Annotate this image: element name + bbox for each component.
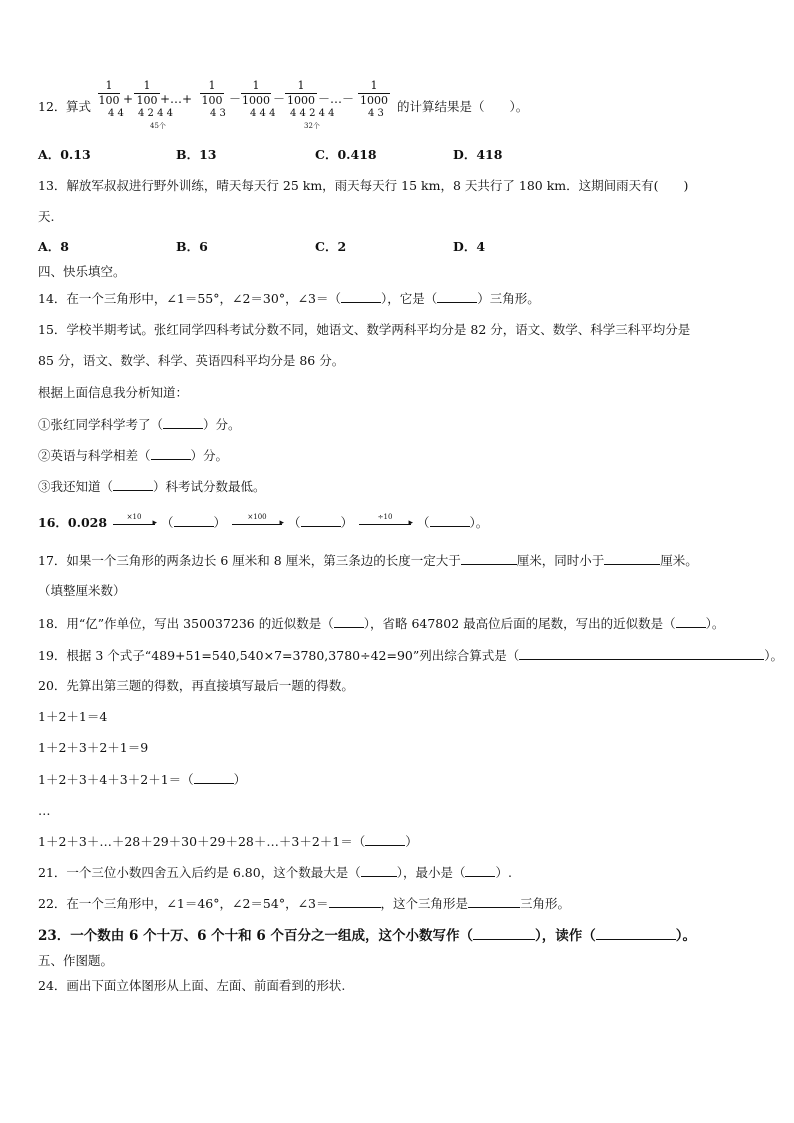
q20-blank-1[interactable] xyxy=(194,770,234,784)
q12-tail: 的计算结果是（ ）。 xyxy=(397,99,529,114)
q20-expr-4: 1＋2＋3＋…＋28＋29＋30＋29＋28＋…＋3＋2＋1＝（ ） xyxy=(38,834,418,849)
q12-label: 算式 xyxy=(66,99,92,114)
q23-blank-2[interactable] xyxy=(596,926,676,940)
q15-prompt: 根据上面信息我分析知道： xyxy=(38,385,189,400)
q14-blank-2[interactable] xyxy=(437,289,477,303)
q14-line: 14．在一个三角形中，∠1＝55°，∠2＝30°，∠3＝（ ），它是（ ）三角形。 xyxy=(38,291,540,306)
q16-arrow-2: ×100 ▸ xyxy=(232,522,282,525)
q20-expr-3: 1＋2＋3＋4＋3＋2＋1＝（ ） xyxy=(38,772,247,787)
q22-blank-2[interactable] xyxy=(468,894,520,908)
q24-text: 24．画出下面立体图形从上面、左面、前面看到的形状. xyxy=(38,978,346,993)
q17-blank-2[interactable] xyxy=(604,551,660,565)
q12-fraction-1: 1 100 xyxy=(98,79,120,107)
q20-expr-1: 1＋2＋1＝4 xyxy=(38,709,108,724)
q23-line: 23．一个数由 6 个十万、6 个十和 6 个百分之一组成，这个小数写作（ ），读作（ ）。 xyxy=(38,928,696,944)
q23-blank-1[interactable] xyxy=(473,926,535,940)
q22-blank-1[interactable] xyxy=(329,894,381,908)
q12-option-b[interactable]: B．13 xyxy=(176,147,217,162)
q21-line: 21．一个三位小数四舍五入后约是 6.80，这个数最大是（ ），最小是（ ）. xyxy=(38,865,512,880)
q13-option-d[interactable]: D．4 xyxy=(453,239,486,254)
q17-line: 17．如果一个三角形的两条边长 6 厘米和 8 厘米，第三条边的长度一定大于 厘米，同时小于 厘米。 xyxy=(38,553,698,568)
q20-ellipsis: … xyxy=(38,803,51,818)
q15-text: 15．学校半期考试。张红同学四科考试分数不同，她语文、数学两科平均分是 82 分，语文、数学、科学三科平均分是 xyxy=(38,322,691,337)
q15-sub-2: ②英语与科学相差（ ）分。 xyxy=(38,448,229,463)
q18-blank-2[interactable] xyxy=(676,614,706,628)
q12-fraction-6: 1 1000 xyxy=(360,79,388,107)
q21-blank-1[interactable] xyxy=(361,863,397,877)
q16-line: 16．0.028 ×10 ▸ （ ） ×100 ▸ （ ） ÷10 ▸ （ ）。 xyxy=(38,513,489,530)
q20-blank-2[interactable] xyxy=(365,832,405,846)
q13-option-c[interactable]: C．2 xyxy=(315,239,347,254)
q18-blank-1[interactable] xyxy=(334,614,364,628)
q12-fraction-2: 1 100 xyxy=(134,80,160,107)
q13-option-a[interactable]: A．8 xyxy=(38,239,69,254)
q20-text: 20．先算出第三题的得数，再直接填写最后一题的得数。 xyxy=(38,678,354,693)
q16-blank-2[interactable] xyxy=(301,513,341,527)
q13-text: 13．解放军叔叔进行野外训练，晴天每天行 25 km，雨天每天行 15 km，8 天共行了 180 km．这期间雨天有( ) xyxy=(38,178,689,193)
q12-option-d[interactable]: D．418 xyxy=(453,147,503,162)
q15-sub-1: ①张红同学科学考了（ ）分。 xyxy=(38,417,241,432)
q12-fraction-4: 1 1000 xyxy=(242,79,270,107)
q15-sub-3: ③我还知道（ ）科考试分数最低。 xyxy=(38,479,266,494)
q16-blank-3[interactable] xyxy=(430,513,470,527)
section-5-heading: 五、作图题。 xyxy=(38,953,114,968)
q13-option-b[interactable]: B．6 xyxy=(176,239,208,254)
section-4-heading: 四、快乐填空。 xyxy=(38,264,126,279)
q12-brace-label-1: 45个 xyxy=(150,122,166,130)
q15-blank-2[interactable] xyxy=(151,446,191,460)
q14-blank-1[interactable] xyxy=(341,289,381,303)
q15-text-cont: 85 分，语文、数学、科学、英语四科平均分是 86 分。 xyxy=(38,353,345,368)
q13-text-cont: 天. xyxy=(38,209,55,224)
q15-blank-1[interactable] xyxy=(163,415,203,429)
q18-line: 18．用“亿”作单位，写出 350037236 的近似数是（ ），省略 647802 最高位后面的尾数，写出的近似数是（ ）。 xyxy=(38,616,725,631)
q12-fraction-3: 1 100 xyxy=(201,79,223,107)
q17-note: （填整厘米数） xyxy=(38,583,126,598)
q12-option-c[interactable]: C．0.418 xyxy=(315,147,377,162)
q15-blank-3[interactable] xyxy=(113,477,153,491)
q16-arrow-1: ×10 ▸ xyxy=(113,522,155,525)
q12-option-a[interactable]: A．0.13 xyxy=(38,147,91,162)
q20-expr-2: 1＋2＋3＋2＋1＝9 xyxy=(38,740,149,755)
q22-line: 22．在一个三角形中，∠1＝46°，∠2＝54°，∠3＝ ，这个三角形是 三角形。 xyxy=(38,896,571,911)
q19-line: 19．根据 3 个式子“489+51=540,540×7=3780,3780÷42=90”列出综合算式是（ ）。 xyxy=(38,648,784,663)
q12-fraction-5: 1 1000 xyxy=(287,79,315,107)
q16-blank-1[interactable] xyxy=(174,513,214,527)
q12-number: 12． xyxy=(38,99,67,114)
q19-blank[interactable] xyxy=(519,646,764,660)
q17-blank-1[interactable] xyxy=(461,551,517,565)
q16-arrow-3: ÷10 ▸ xyxy=(359,522,411,525)
q21-blank-2[interactable] xyxy=(465,863,495,877)
q12-brace-label-2: 32个 xyxy=(304,122,320,130)
